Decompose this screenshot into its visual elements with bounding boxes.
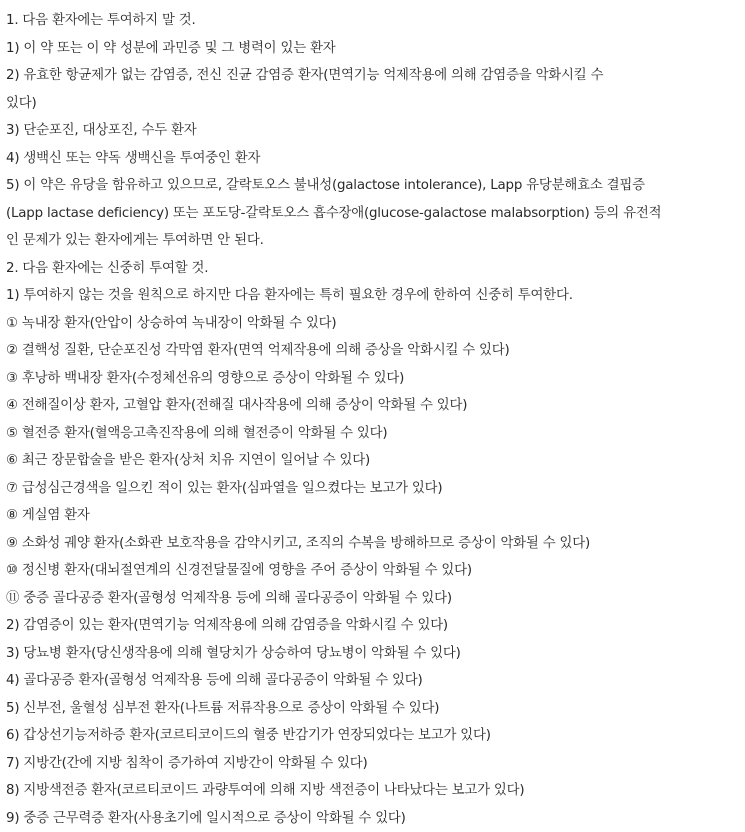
list-item: 4) 골다공증 환자(골형성 억제작용 등에 의해 골다공증이 악화될 수 있다): [6, 667, 739, 695]
list-item: 1) 투여하지 않는 것을 원칙으로 하지만 다음 환자에는 특히 필요한 경우에 한하여 신중히 투여한다.: [6, 282, 739, 310]
list-item: 9) 중증 근무력증 환자(사용초기에 일시적으로 증상이 악화될 수 있다): [6, 805, 739, 832]
list-item-continuation: (Lapp lactase deficiency) 또는 포도당-갈락토오스 흡수장애(glucose-galactose malabsorption) 등의 유전적: [6, 200, 739, 228]
sub-list-item: ③ 후낭하 백내장 환자(수정체선유의 영향으로 증상이 악화될 수 있다): [6, 365, 739, 393]
sub-list-item: ⑥ 최근 장문합술을 받은 환자(상처 치유 지연이 일어날 수 있다): [6, 447, 739, 475]
list-item: 8) 지방색전증 환자(코르티코이드 과량투여에 의해 지방 색전증이 나타났다는 보고가 있다): [6, 777, 739, 805]
list-item-continuation: 인 문제가 있는 환자에게는 투여하면 안 된다.: [6, 227, 739, 255]
list-item: 2) 감염증이 있는 환자(면역기능 억제작용에 의해 감염증을 악화시킬 수 있다): [6, 612, 739, 640]
document-body: [6, 7, 739, 832]
list-item-continuation: 있다): [6, 90, 739, 118]
list-item: 5) 이 약은 유당을 함유하고 있으므로, 갈락토오스 불내성(galactose intolerance), Lapp 유당분해효소 결핍증: [6, 172, 739, 200]
list-item: 7) 지방간(간에 지방 침착이 증가하여 지방간이 악화될 수 있다): [6, 750, 739, 778]
sub-list-item: ② 결핵성 질환, 단순포진성 각막염 환자(면역 억제작용에 의해 증상을 악화시킬 수 있다): [6, 337, 739, 365]
list-item: 6) 갑상선기능저하증 환자(코르티코이드의 혈중 반감기가 연장되었다는 보고가 있다): [6, 722, 739, 750]
sub-list-item: ⑨ 소화성 궤양 환자(소화관 보호작용을 감약시키고, 조직의 수복을 방해하므로 증상이 악화될 수 있다): [6, 530, 739, 558]
sub-list-item: ① 녹내장 환자(안압이 상승하여 녹내장이 악화될 수 있다): [6, 310, 739, 338]
sub-list-item: ⑤ 혈전증 환자(혈액응고촉진작용에 의해 혈전증이 악화될 수 있다): [6, 420, 739, 448]
section-heading-contraindications: 1. 다음 환자에는 투여하지 말 것.: [6, 7, 739, 35]
section-heading-caution: 2. 다음 환자에는 신중히 투여할 것.: [6, 255, 739, 283]
sub-list-item: ⑧ 게실염 환자: [6, 502, 739, 530]
list-item: 1) 이 약 또는 이 약 성분에 과민증 및 그 병력이 있는 환자: [6, 35, 739, 63]
list-item: 4) 생백신 또는 약독 생백신을 투여중인 환자: [6, 145, 739, 173]
sub-list-item: ④ 전해질이상 환자, 고혈압 환자(전해질 대사작용에 의해 증상이 악화될 수 있다): [6, 392, 739, 420]
list-item: 3) 단순포진, 대상포진, 수두 환자: [6, 117, 739, 145]
list-item: 2) 유효한 항균제가 없는 감염증, 전신 진균 감염증 환자(면역기능 억제작용에 의해 감염증을 악화시킬 수: [6, 62, 739, 90]
list-item: 5) 신부전, 울혈성 심부전 환자(나트륨 저류작용으로 증상이 악화될 수 있다): [6, 695, 739, 723]
sub-list-item: ⑪ 중증 골다공증 환자(골형성 억제작용 등에 의해 골다공증이 악화될 수 있다): [6, 585, 739, 613]
sub-list-item: ⑩ 정신병 환자(대뇌절연계의 신경전달물질에 영향을 주어 증상이 악화될 수 있다): [6, 557, 739, 585]
list-item: 3) 당뇨병 환자(당신생작용에 의해 혈당치가 상승하여 당뇨병이 악화될 수 있다): [6, 640, 739, 668]
sub-list-item: ⑦ 급성심근경색을 일으킨 적이 있는 환자(심파열을 일으켰다는 보고가 있다): [6, 475, 739, 503]
